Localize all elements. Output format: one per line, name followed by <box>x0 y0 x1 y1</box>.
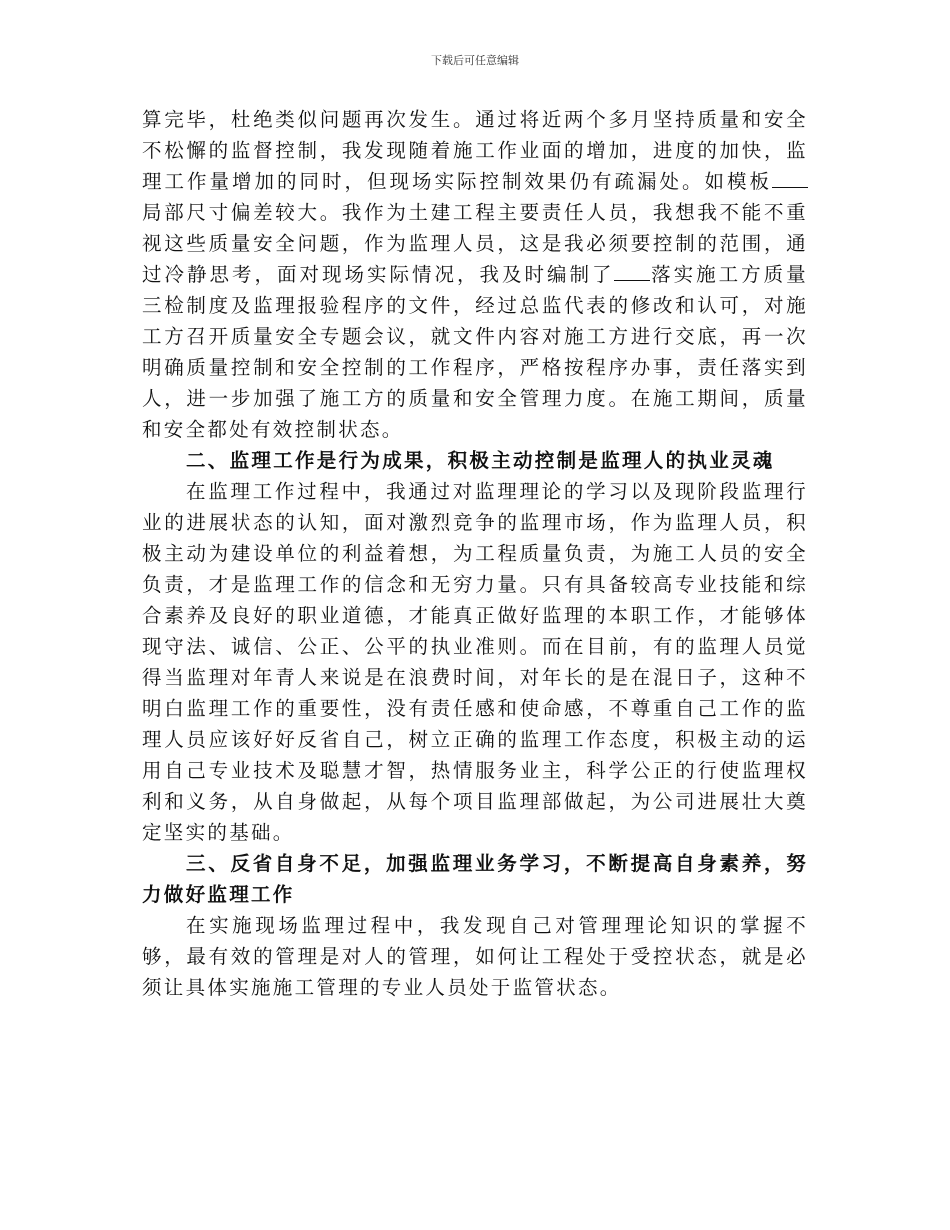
section-2-paragraph: 在监理工作过程中，我通过对监理理论的学习以及现阶段监理行业的进展状态的认知，面对激烈竞争的监理市场，作为监理人员，积极主动为建设单位的利益着想，为工程质量负责，为施工人员的安全负责，才是监理工作的信念和无穷力量。只有具备较高专业技能和综合素养及良好的职业道德，才能真正做好监理的本职工作，才能够体现守法、诚信、公正、公平的执业准则。而在目前，有的监理人员觉得当监理对年青人来说是在浪费时间，对年长的是在混日子，这种不明白监理工作的重要性，没有责任感和使命感，不尊重自己工作的监理人员应该好好反省自己，树立正确的监理工作态度，积极主动的运用自己专业技术及聪慧才智，热情服务业主，科学公正的行使监理权利和义务，从自身做起，从每个项目监理部做起，为公司进展壮大奠定坚实的基础。 <box>142 480 808 844</box>
page-header: 下载后可任意编辑 <box>431 54 519 67</box>
section-heading-2: 二、监理工作是行为成果，积极主动控制是监理人的执业灵魂 <box>186 449 775 472</box>
fill-in-blank <box>614 261 650 281</box>
document-body <box>142 104 808 1003</box>
fill-in-blank <box>772 168 808 188</box>
paragraph-text: 算完毕，杜绝类似问题再次发生。通过将近两个多月坚持质量和安全不松懈的监督控制，我发现随着施工作业面的增加，进度的加快，监理工作量增加的同时，但现场实际控制效果仍有疏漏处。如模板 <box>142 108 808 193</box>
section-3-paragraph: 在实施现场监理过程中，我发现自己对管理理论知识的掌握不够，最有效的管理是对人的管理，如何让工程处于受控状态，就是必须让具体实施施工管理的专业人员处于监管状态。 <box>142 914 808 999</box>
section-heading-3: 三、反省自身不足，加强监理业务学习，不断提高自身素养，努力做好监理工作 <box>142 852 808 906</box>
paragraph-continuation <box>142 104 808 445</box>
paragraph-text: 落实施工方质量三检制度及监理报验程序的文件，经过总监代表的修改和认可，对施工方召开质量安全专题会议，就文件内容对施工方进行交底，再一次明确质量控制和安全控制的工作程序，严格按程序办事，责任落实到人，进一步加强了施工方的质量和安全管理力度。在施工期间，质量和安全都处有效控制状态。 <box>142 263 808 441</box>
paragraph-text: 局部尺寸偏差较大。我作为土建工程主要责任人员，我想我不能不重视这些质量安全问题，作为监理人员，这是我必须要控制的范围，通过冷静思考，面对现场实际情况，我及时编制了 <box>142 201 808 286</box>
